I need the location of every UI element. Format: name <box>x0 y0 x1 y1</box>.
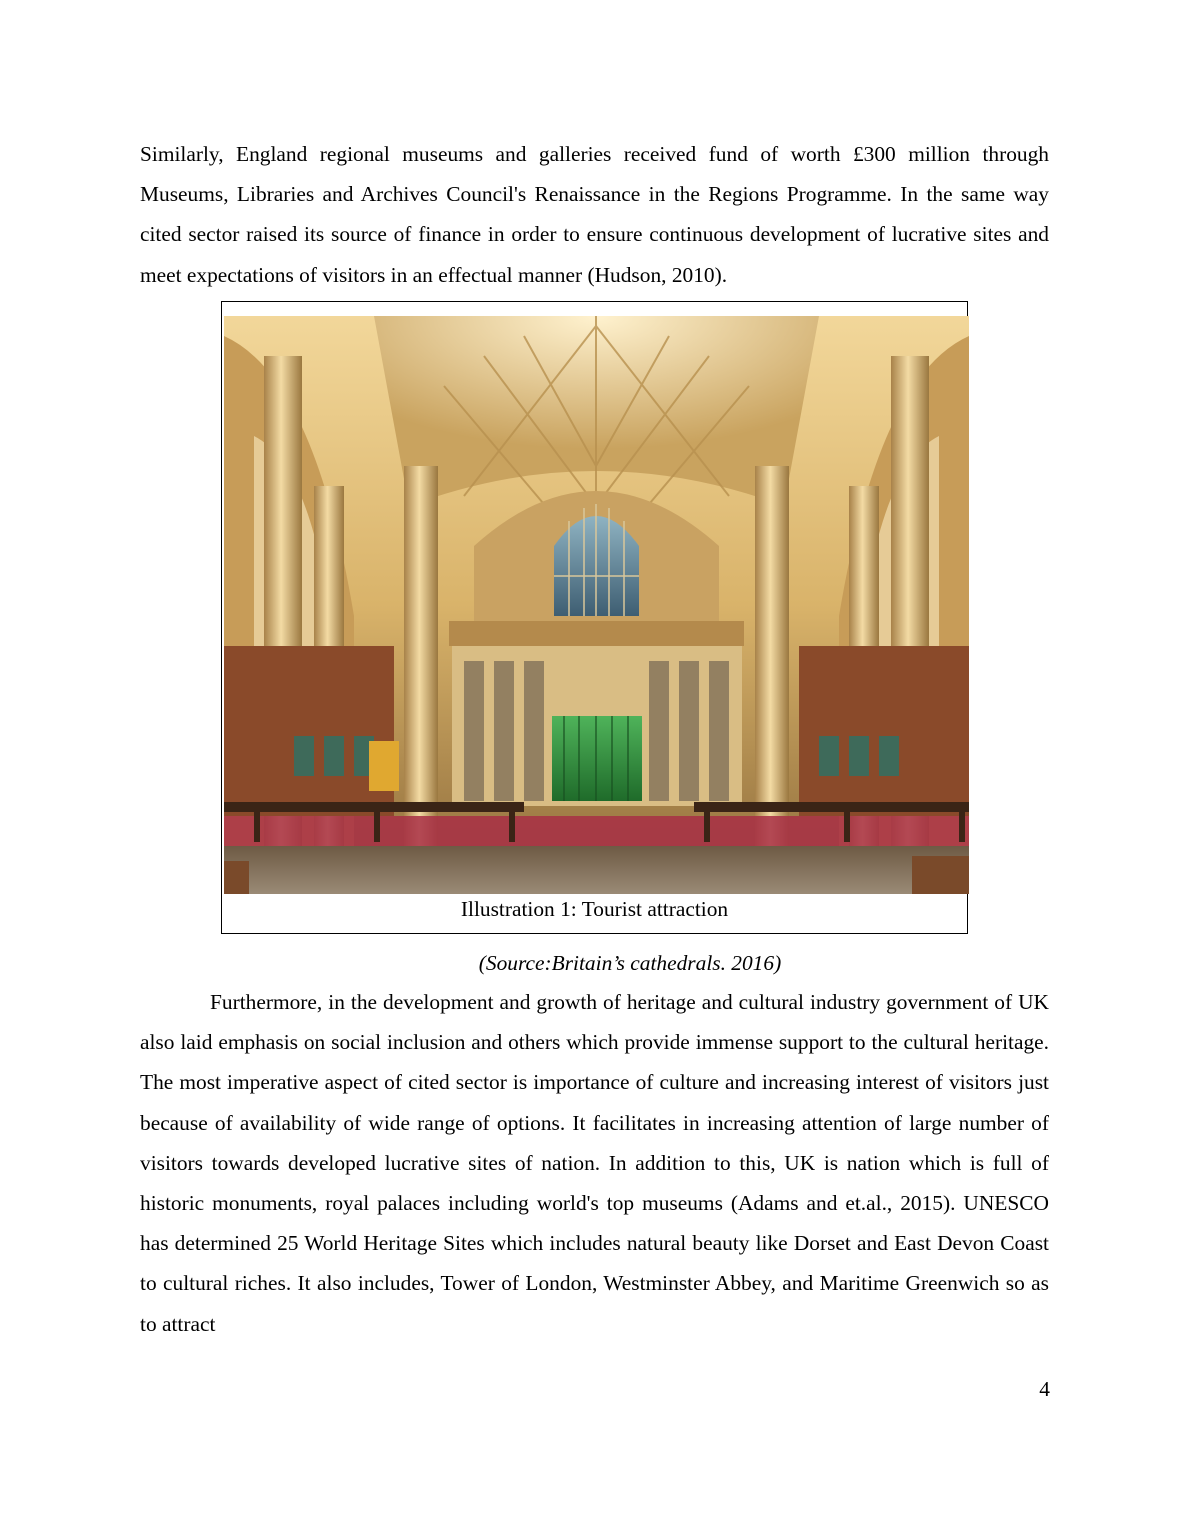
body-paragraph-1: Similarly, England regional museums and galleries received fund of worth £300 million through Museums, Libraries and Archives Council's Renaissance in the Regions Programme. In the same way cited sector raised its source of finance in order to ensure continuous development of lucrative sites and meet expectations of visitors in an effectual manner (Hudson, 2010). <box>140 142 1049 287</box>
figure-caption: Illustration 1: Tourist attraction <box>460 897 729 921</box>
body-paragraph-2: Furthermore, in the development and growth of heritage and cultural industry government of UK also laid emphasis on social inclusion and others which provide immense support to the cultural heritage. The most imperative aspect of cited sector is importance of culture and increasing interest of visitors just because of availability of wide range of options. It facilitates in increasing attention of large number of visitors towards developed lucrative sites of nation. In addition to this, UK is nation which is full of historic monuments, royal palaces including world's top museums (Adams and et.al., 2015). UNESCO has determined 25 World Heritage Sites which includes natural beauty like Dorset and East Devon Coast to cultural riches. It also includes, Tower of London, Westminster Abbey, and Maritime Greenwich so as to attract <box>140 990 1049 1336</box>
figure-source: (Source:Britain’s cathedrals. 2016) <box>478 951 782 975</box>
cathedral-interior-image <box>224 316 969 894</box>
figure-frame <box>221 301 968 934</box>
page-number: 4 <box>1039 1377 1050 1401</box>
